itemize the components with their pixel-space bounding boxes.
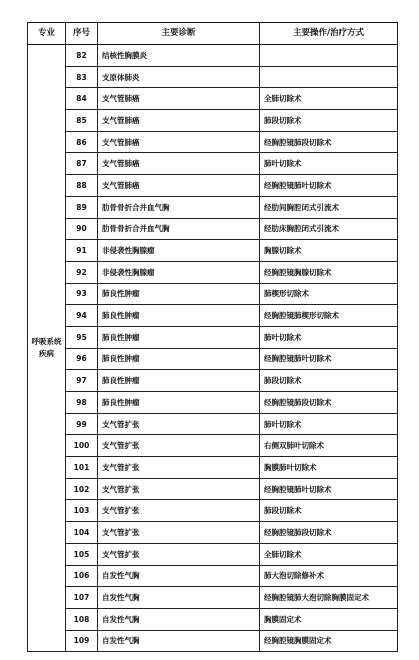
diagnosis-cell: 支气管肺癌	[98, 153, 260, 175]
operation-cell: 胸膜肺叶切除术	[260, 457, 398, 479]
table-row	[28, 370, 398, 392]
operation-cell: 经胸腔镜肺段切除术	[260, 392, 398, 414]
row-number: 91	[66, 240, 98, 262]
operation-cell: 肺叶切除术	[260, 153, 398, 175]
table-row	[28, 587, 398, 609]
row-number: 88	[66, 175, 98, 197]
operation-cell: 全肺切除术	[260, 88, 398, 110]
table-row	[28, 66, 398, 88]
row-number: 98	[66, 392, 98, 414]
table-header	[28, 23, 398, 45]
operation-cell: 经胸腔镜肺叶切除术	[260, 175, 398, 197]
operation-cell: 经胸腔镜肺叶切除术	[260, 348, 398, 370]
diagnosis-cell: 肋骨骨折合并血气胸	[98, 196, 260, 218]
table-row	[28, 522, 398, 544]
diagnosis-cell: 非侵袭性胸腺瘤	[98, 261, 260, 283]
table-row	[28, 543, 398, 565]
diagnosis-cell: 支气管肺癌	[98, 131, 260, 153]
table-row	[28, 175, 398, 197]
table-row	[28, 240, 398, 262]
diagnosis-cell: 支气管扩张	[98, 413, 260, 435]
operation-cell: 经肋床胸腔闭式引流术	[260, 218, 398, 240]
diagnosis-cell: 自发性气胸	[98, 608, 260, 630]
header-row	[28, 23, 398, 45]
table-row	[28, 392, 398, 414]
diagnosis-cell: 结核性胸膜炎	[98, 45, 260, 67]
operation-cell: 胸膜固定术	[260, 608, 398, 630]
operation-cell: 经胸腔镜肺大泡切除胸膜固定术	[260, 587, 398, 609]
row-number: 99	[66, 413, 98, 435]
diagnosis-cell: 非侵袭性胸腺瘤	[98, 240, 260, 262]
row-number: 86	[66, 131, 98, 153]
row-number: 101	[66, 457, 98, 479]
row-number: 103	[66, 500, 98, 522]
row-number: 94	[66, 305, 98, 327]
row-number: 105	[66, 543, 98, 565]
operation-cell: 肺段切除术	[260, 370, 398, 392]
operation-cell: 肺叶切除术	[260, 326, 398, 348]
row-number: 96	[66, 348, 98, 370]
row-number: 89	[66, 196, 98, 218]
row-number: 90	[66, 218, 98, 240]
diagnosis-cell: 肺良性肿瘤	[98, 392, 260, 414]
table-row	[28, 478, 398, 500]
operation-cell: 经胸腔镜肺楔形切除术	[260, 305, 398, 327]
table-row	[28, 131, 398, 153]
row-number: 104	[66, 522, 98, 544]
diagnosis-cell: 肺良性肿瘤	[98, 370, 260, 392]
operation-cell: 经胸腔镜肺叶切除术	[260, 478, 398, 500]
row-number: 97	[66, 370, 98, 392]
operation-cell: 经胸腔镜胸腺切除术	[260, 261, 398, 283]
header-number: 序号	[66, 23, 98, 45]
diagnosis-cell: 支气管扩张	[98, 435, 260, 457]
diagnosis-cell: 支气管扩张	[98, 478, 260, 500]
diagnosis-cell: 自发性气胸	[98, 565, 260, 587]
table-row	[28, 283, 398, 305]
table-row	[28, 88, 398, 110]
table-row	[28, 457, 398, 479]
table-row	[28, 500, 398, 522]
operation-cell	[260, 66, 398, 88]
row-number: 109	[66, 630, 98, 652]
diagnosis-cell: 肺良性肿瘤	[98, 326, 260, 348]
diagnosis-cell: 自发性气胸	[98, 630, 260, 652]
table-row	[28, 565, 398, 587]
table-row	[28, 435, 398, 457]
row-number: 83	[66, 66, 98, 88]
operation-cell: 经胸腔镜胸膜固定术	[260, 630, 398, 652]
diagnosis-cell: 肺良性肿瘤	[98, 283, 260, 305]
table-row	[28, 608, 398, 630]
row-number: 95	[66, 326, 98, 348]
diagnosis-cell: 支气管肺癌	[98, 88, 260, 110]
row-number: 102	[66, 478, 98, 500]
row-number: 108	[66, 608, 98, 630]
table-row	[28, 305, 398, 327]
diagnosis-table	[27, 22, 398, 652]
operation-cell: 右侧双肺叶切除术	[260, 435, 398, 457]
operation-cell: 经胸腔镜肺段切除术	[260, 522, 398, 544]
operation-cell: 经肋间胸腔闭式引流术	[260, 196, 398, 218]
diagnosis-cell: 支气管扩张	[98, 522, 260, 544]
diagnosis-cell: 肺良性肿瘤	[98, 305, 260, 327]
table-row	[28, 326, 398, 348]
table-row	[28, 110, 398, 132]
table-row	[28, 261, 398, 283]
diagnosis-cell: 支气管肺癌	[98, 175, 260, 197]
operation-cell: 肺大泡切除修补术	[260, 565, 398, 587]
table-row	[28, 348, 398, 370]
table-row	[28, 196, 398, 218]
row-number: 107	[66, 587, 98, 609]
table-body	[28, 45, 398, 652]
header-specialty: 专业	[28, 23, 66, 45]
table-row	[28, 630, 398, 652]
operation-cell: 肺段切除术	[260, 110, 398, 132]
row-number: 87	[66, 153, 98, 175]
row-number: 93	[66, 283, 98, 305]
table-row	[28, 218, 398, 240]
table-row	[28, 413, 398, 435]
operation-cell: 全肺切除术	[260, 543, 398, 565]
row-number: 106	[66, 565, 98, 587]
diagnosis-cell: 支原体肺炎	[98, 66, 260, 88]
row-number: 85	[66, 110, 98, 132]
specialty-cell: 呼吸系统疾病	[28, 45, 66, 652]
diagnosis-cell: 自发性气胸	[98, 587, 260, 609]
operation-cell	[260, 45, 398, 67]
header-operation: 主要操作/治疗方式	[260, 23, 398, 45]
operation-cell: 肺段切除术	[260, 500, 398, 522]
operation-cell: 肺楔形切除术	[260, 283, 398, 305]
operation-cell: 肺叶切除术	[260, 413, 398, 435]
header-diagnosis: 主要诊断	[98, 23, 260, 45]
row-number: 92	[66, 261, 98, 283]
row-number: 100	[66, 435, 98, 457]
row-number: 82	[66, 45, 98, 67]
table-row	[28, 153, 398, 175]
diagnosis-cell: 支气管肺癌	[98, 110, 260, 132]
diagnosis-cell: 肺良性肿瘤	[98, 348, 260, 370]
operation-cell: 经胸腔镜肺段切除术	[260, 131, 398, 153]
diagnosis-cell: 支气管扩张	[98, 457, 260, 479]
diagnosis-cell: 支气管扩张	[98, 500, 260, 522]
row-number: 84	[66, 88, 98, 110]
operation-cell: 胸腺切除术	[260, 240, 398, 262]
diagnosis-cell: 肋骨骨折合并血气胸	[98, 218, 260, 240]
diagnosis-cell: 支气管扩张	[98, 543, 260, 565]
table-row	[28, 45, 398, 67]
